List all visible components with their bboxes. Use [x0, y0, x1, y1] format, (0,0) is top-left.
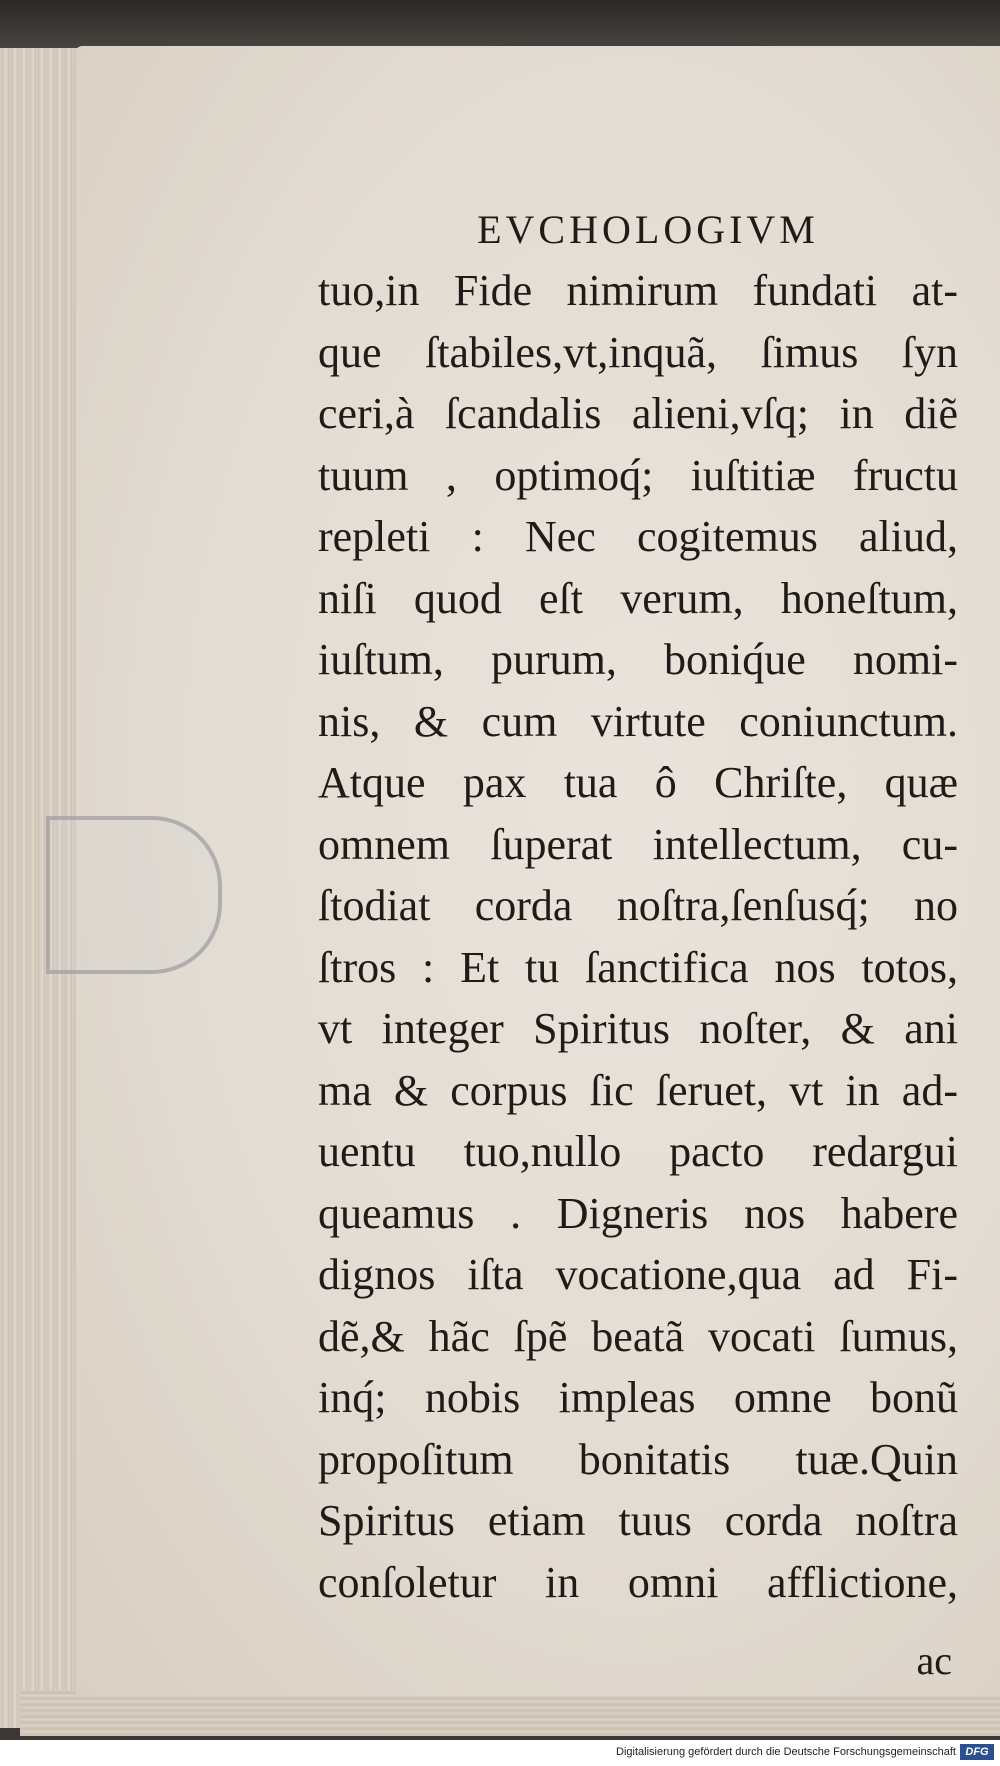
text-line: omnem ſuperat intellectum, cu- — [318, 819, 958, 869]
text-line: ma & corpus ſic ſeruet, vt in ad- — [318, 1065, 958, 1115]
text-line: repleti : Nec cogitemus aliud, — [318, 512, 958, 561]
catchword: ac — [916, 1638, 952, 1683]
text-line: tuum , optimoq́; iuſtitiæ fructu — [318, 450, 958, 500]
text-line: ſtros : Et tu ſanctifica nos totos, — [318, 942, 958, 992]
text-line: Spiritus etiam tuus corda noſtra — [318, 1496, 958, 1545]
text-line: conſoletur in omni afflictione, — [318, 1557, 958, 1607]
text-line: tuo,in Fide nimirum fundati at- — [318, 266, 958, 315]
text-line: uentu tuo,nullo pacto redargui — [318, 1127, 958, 1176]
running-head: EVCHOLOGIVM — [477, 207, 819, 252]
text-line: queamus . Digneris nos habere — [318, 1188, 958, 1238]
text-line: nis, & cum virtute coniunctum. — [318, 696, 958, 746]
footer-credit: Digitalisierung gefördert durch die Deutsche Forschungsgemeinschaft — [616, 1746, 956, 1758]
text-line: dignos iſta vocatione,qua ad Fi- — [318, 1250, 958, 1299]
page-clip — [46, 816, 222, 974]
book-bottom-edges — [20, 1690, 1000, 1736]
text-lines — [318, 260, 958, 1613]
page-text — [318, 200, 958, 1684]
dfg-logo: DFG — [960, 1744, 994, 1760]
text-line: dẽ,& hãc ſpẽ beatã vocati ſumus, — [318, 1311, 958, 1361]
text-line: Atque pax tua ô Chriſte, quæ — [318, 758, 958, 807]
text-line: que ſtabiles,vt,inquã, ſimus ſyn — [318, 327, 958, 377]
text-line: iuſtum, purum, boniq́ue nomi- — [318, 635, 958, 684]
text-line: ceri,à ſcandalis alieni,vſq; in diẽ — [318, 389, 958, 438]
text-line: inq́; nobis impleas omne bonũ — [318, 1373, 958, 1422]
text-line: ſtodiat corda noſtra,ſenſusq́; no — [318, 881, 958, 930]
text-line: propoſitum bonitatis tuæ.Quin — [318, 1434, 958, 1484]
scan-top-shadow — [0, 0, 1000, 52]
text-line: niſi quod eſt verum, honeſtum, — [318, 573, 958, 623]
text-line: vt integer Spiritus noſter, & ani — [318, 1004, 958, 1053]
